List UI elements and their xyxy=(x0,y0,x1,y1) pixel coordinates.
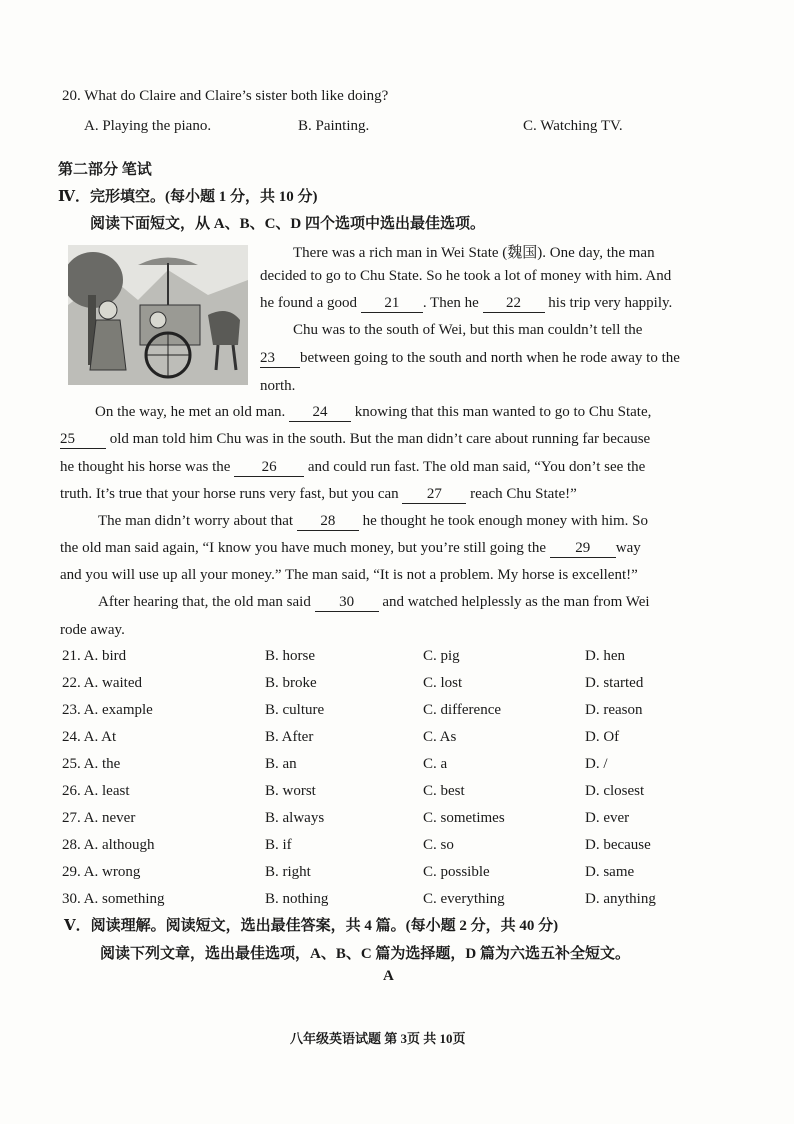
choice-28-d: D. because xyxy=(585,837,651,853)
choice-30-d: D. anything xyxy=(585,891,656,907)
choice-24-d: D. Of xyxy=(585,729,620,745)
section5-instruction: 阅读下列文章，选出最佳选项，A、B、C 篇为选择题，D 篇为六选五补全短文。 xyxy=(100,946,631,962)
choice-23-c: C. difference xyxy=(423,702,502,718)
passage-line: There was a rich man in Wei State (魏国). One day, the man xyxy=(293,245,655,261)
q20-option-a: A. Playing the piano. xyxy=(84,118,212,134)
q20-option-c: C. Watching TV. xyxy=(523,118,623,134)
choice-29-d: D. same xyxy=(585,864,635,880)
choice-21-d: D. hen xyxy=(585,648,625,664)
page-footer: 八年级英语试题 第 3页 共 10页 xyxy=(290,1031,466,1046)
choice-21-b: B. horse xyxy=(265,648,315,664)
choice-25-c: C. a xyxy=(423,756,448,772)
choice-29-b: B. right xyxy=(265,864,311,880)
choice-30-b: B. nothing xyxy=(265,891,329,907)
choice-26-a: 26. A. least xyxy=(62,783,130,799)
blank-28: 28 xyxy=(297,513,359,531)
choice-22-d: D. started xyxy=(585,675,644,691)
blank-30: 30 xyxy=(315,594,379,612)
blank-21: 21 xyxy=(361,295,423,313)
part2-title: 第二部分 笔试 xyxy=(58,162,152,178)
passage-line: The man didn’t worry about that 28 he thought he took enough money with him. So xyxy=(98,513,649,529)
section5-title: Ⅴ．阅读理解。阅读短文，选出最佳答案，共 4 篇。(每小题 2 分，共 40 分) xyxy=(64,918,559,934)
choice-22-c: C. lost xyxy=(423,675,463,691)
blank-29: 29 xyxy=(550,540,616,558)
choice-21-c: C. pig xyxy=(423,648,460,664)
choice-21-a: 21. A. bird xyxy=(62,648,127,664)
passage-line: truth. It’s true that your horse runs very fast, but you can 27 reach Chu State!” xyxy=(60,486,577,502)
choice-30-c: C. everything xyxy=(423,891,505,907)
choice-28-b: B. if xyxy=(265,837,292,853)
passage-line: the old man said again, “I know you have much money, but you’re still going the 29 way xyxy=(60,540,641,556)
choice-27-a: 27. A. never xyxy=(62,810,136,826)
passage-line: 23 between going to the south and north when he rode away to the xyxy=(260,350,680,366)
choice-23-b: B. culture xyxy=(265,702,325,718)
choice-27-d: D. ever xyxy=(585,810,630,826)
choice-22-a: 22. A. waited xyxy=(62,675,142,691)
choice-22-b: B. broke xyxy=(265,675,317,691)
choice-28-c: C. so xyxy=(423,837,454,853)
blank-24: 24 xyxy=(289,404,351,422)
choice-23-a: 23. A. example xyxy=(62,702,153,718)
choice-25-a: 25. A. the xyxy=(62,756,121,772)
blank-26: 26 xyxy=(234,459,304,477)
section4-title: Ⅳ．完形填空。(每小题 1 分，共 10 分) xyxy=(58,189,318,205)
choice-24-c: C. As xyxy=(423,729,457,745)
blank-23: 23 xyxy=(260,350,300,368)
q20-question: 20. What do Claire and Claire’s sister both like doing? xyxy=(62,88,389,104)
q20-option-b: B. Painting. xyxy=(298,118,370,134)
man-in-carriage-illustration xyxy=(68,245,248,385)
choice-25-b: B. an xyxy=(265,756,297,772)
choice-24-a: 24. A. At xyxy=(62,729,117,745)
passage-line: 25 old man told him Chu was in the south. But the man didn’t care about running far because xyxy=(60,431,651,447)
blank-27: 27 xyxy=(402,486,466,504)
choice-25-d: D. / xyxy=(585,756,608,772)
passage-line: Chu was to the south of Wei, but this man couldn’t tell the xyxy=(293,322,643,338)
choice-27-b: B. always xyxy=(265,810,325,826)
choice-26-c: C. best xyxy=(423,783,465,799)
passage-line: he thought his horse was the 26 and could run fast. The old man said, “You don’t see the xyxy=(60,459,646,475)
choice-30-a: 30. A. something xyxy=(62,891,165,907)
choice-27-c: C. sometimes xyxy=(423,810,505,826)
passage-line: north. xyxy=(260,378,296,394)
passage-line: On the way, he met an old man. 24 knowing that this man wanted to go to Chu State, xyxy=(95,404,652,420)
passage-line: After hearing that, the old man said 30 and watched helplessly as the man from Wei xyxy=(98,594,650,610)
choice-23-d: D. reason xyxy=(585,702,643,718)
choice-26-b: B. worst xyxy=(265,783,316,799)
passage-line: rode away. xyxy=(60,622,125,638)
blank-22: 22 xyxy=(483,295,545,313)
choice-29-a: 29. A. wrong xyxy=(62,864,141,880)
choice-29-c: C. possible xyxy=(423,864,490,880)
section4-instruction: 阅读下面短文，从 A、B、C、D 四个选项中选出最佳选项。 xyxy=(90,216,486,232)
passage-line: he found a good 21 . Then he 22 his trip very happily. xyxy=(260,295,673,311)
choice-26-d: D. closest xyxy=(585,783,645,799)
passage-letter: A xyxy=(383,968,394,984)
passage-line: decided to go to Chu State. So he took a lot of money with him. And xyxy=(260,268,672,284)
blank-25: 25 xyxy=(60,431,106,449)
passage-line: and you will use up all your money.” The man said, “It is not a problem. My horse is excellent!” xyxy=(60,567,638,583)
choice-28-a: 28. A. although xyxy=(62,837,155,853)
choice-24-b: B. After xyxy=(265,729,314,745)
